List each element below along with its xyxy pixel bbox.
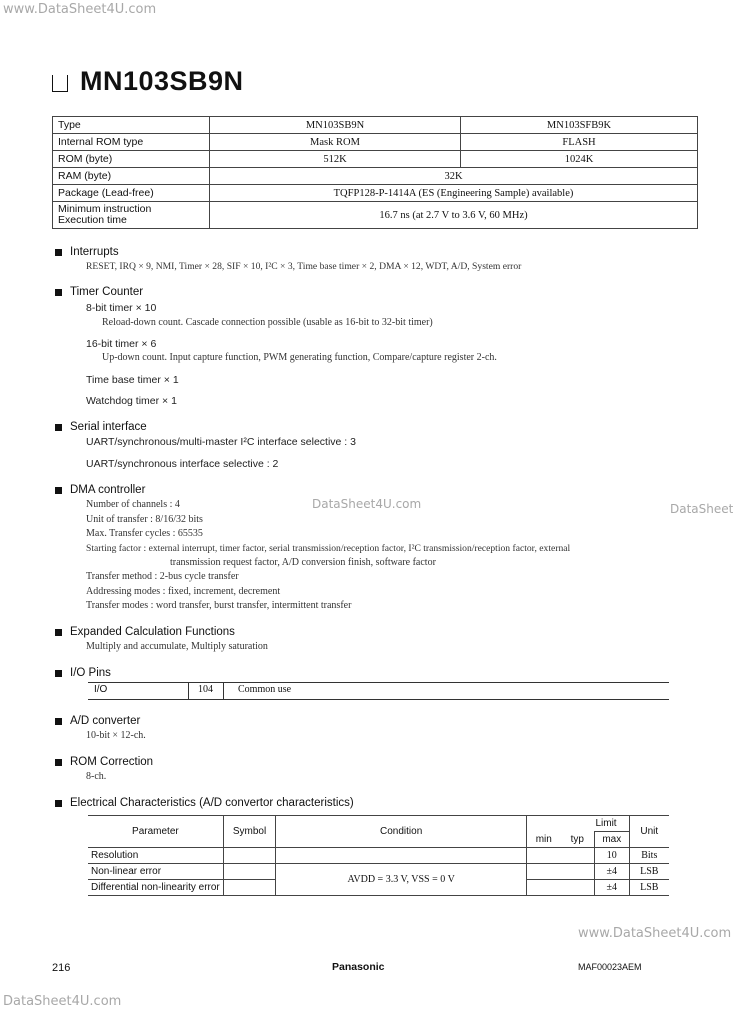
serial-heading-text: Serial interface [70,421,147,433]
serial-line2: UART/synchronous interface selective : 2 [86,458,279,470]
table-header-row [88,816,669,832]
table-row [53,185,698,202]
header-condition: Condition [276,816,527,848]
dma-channels: Number of channels : 4 [86,499,180,510]
row-parameter: Non-linear error [88,864,223,880]
calc-heading-text: Expanded Calculation Functions [70,626,235,638]
io-col3: Common use [238,684,292,695]
row-min [527,880,561,896]
watermark-right: DataSheet [670,502,733,516]
dma-start-factor-2 [86,557,436,568]
square-bullet-icon [55,249,62,256]
adc-heading [55,715,140,727]
rom-correction-heading [55,756,153,768]
io-heading-text: I/O Pins [70,667,111,679]
row-symbol [223,864,276,880]
package-value: TQFP128-P-1414A (ES (Engineering Sample) available) [210,185,698,202]
io-table [88,682,669,700]
timer-timebase: Time base timer × 1 [86,374,179,386]
dma-start-factor-2-text: transmission request factor, A/D conversion finish, software factor [170,557,436,568]
square-bullet-icon [55,759,62,766]
document-code: MAF00023AEM [578,962,642,972]
electrical-heading-text: Electrical Characteristics (A/D convertor characteristics) [70,797,354,809]
row-condition [276,848,527,864]
io-divider [188,683,189,699]
row-unit: LSB [629,880,669,896]
electrical-table [88,815,669,896]
table-row [53,202,698,229]
rom-correction-heading-text: ROM Correction [70,756,154,768]
row-max: ±4 [594,880,629,896]
header-min: min [527,832,561,848]
type-col1: MN103SB9N [210,117,461,134]
table-row [88,864,669,880]
watermark-bottom-right[interactable]: www.DataSheet4U.com [578,926,732,941]
dma-transfer-method: Transfer method : 2-bus cycle transfer [86,571,239,582]
row-min [527,848,561,864]
calc-heading [55,626,235,638]
header-parameter: Parameter [88,816,223,848]
header-symbol: Symbol [223,816,276,848]
row-max: ±4 [594,864,629,880]
timer-watchdog: Watchdog timer × 1 [86,395,177,407]
rom-correction-text: 8-ch. [86,771,107,782]
interrupts-text: RESET, IRQ × 9, NMI, Timer × 28, SIF × 10, I²C × 3, Time base timer × 2, DMA × 12, WDT, A/D, System error [86,261,522,272]
io-divider [223,683,224,699]
row-condition: AVDD = 3.3 V, VSS = 0 V [276,864,527,896]
row-symbol [223,848,276,864]
min-exec-label [53,202,210,229]
square-bullet-icon [55,800,62,807]
type-label: Type [53,117,210,134]
package-label: Package (Lead-free) [53,185,210,202]
min-exec-value: 16.7 ns (at 2.7 V to 3.6 V, 60 MHz) [210,202,698,229]
timer-16bit: 16-bit timer × 6 [86,338,157,350]
page-title-text: MN103SB9N [80,66,244,96]
dma-heading [55,484,145,496]
row-parameter: Resolution [88,848,223,864]
watermark-top[interactable]: www.DataSheet4U.com [3,2,157,17]
electrical-heading [55,797,354,809]
interrupts-heading [55,246,119,258]
timer-16bit-desc: Up-down count. Input capture function, PWM generating function, Compare/capture register 2-ch. [102,352,497,363]
adc-heading-text: A/D converter [70,715,141,727]
table-row [88,848,669,864]
row-min [527,864,561,880]
min-exec-label-line1: Minimum instruction [58,203,152,215]
rom-label: ROM (byte) [53,151,210,168]
ram-label: RAM (byte) [53,168,210,185]
spec-table [52,116,698,229]
rom-type-col2: FLASH [461,134,698,151]
dma-heading-text: DMA controller [70,484,146,496]
brand-logo: Panasonic [332,961,385,973]
table-row [53,134,698,151]
square-bullet-icon [55,424,62,431]
min-exec-label-line2: Execution time [58,214,127,226]
header-typ: typ [561,832,595,848]
row-typ [561,864,595,880]
header-limit: Limit [527,816,630,832]
dma-start-factor-1: Starting factor : external interrupt, timer factor, serial transmission/reception factor, I²C transmission/reception factor, external [86,543,571,554]
io-heading [55,667,111,679]
calc-text: Multiply and accumulate, Multiply saturation [86,641,268,652]
row-symbol [223,880,276,896]
title-checkbox-icon [52,75,68,92]
dma-unit: Unit of transfer : 8/16/32 bits [86,514,203,525]
row-max: 10 [594,848,629,864]
square-bullet-icon [55,629,62,636]
timer-8bit: 8-bit timer × 10 [86,302,157,314]
timer-heading [55,286,143,298]
table-row [53,168,698,185]
square-bullet-icon [55,670,62,677]
header-unit: Unit [629,816,669,848]
row-unit: LSB [629,864,669,880]
serial-line1: UART/synchronous/multi-master I²C interface selective : 3 [86,436,356,448]
dma-transfer-modes: Transfer modes : word transfer, burst transfer, intermittent transfer [86,600,352,611]
page-number: 216 [52,962,71,974]
watermark-bottom-left[interactable]: DataSheet4U.com [3,994,122,1009]
adc-text: 10-bit × 12-ch. [86,730,146,741]
watermark-middle: DataSheet4U.com [312,497,422,511]
table-row [53,151,698,168]
header-max: max [594,832,629,848]
square-bullet-icon [55,289,62,296]
table-row [53,117,698,134]
row-parameter: Differential non-linearity error [88,880,223,896]
row-typ [561,848,595,864]
rom-col2: 1024K [461,151,698,168]
row-typ [561,880,595,896]
square-bullet-icon [55,487,62,494]
timer-heading-text: Timer Counter [70,286,144,298]
type-col2: MN103SFB9K [461,117,698,134]
interrupts-heading-text: Interrupts [70,246,119,258]
dma-max-cycles: Max. Transfer cycles : 65535 [86,528,203,539]
io-col1: I/O [94,684,108,695]
rom-col1: 512K [210,151,461,168]
page-title [52,66,244,97]
rom-type-label: Internal ROM type [53,134,210,151]
ram-value: 32K [210,168,698,185]
timer-8bit-desc: Reload-down count. Cascade connection possible (usable as 16-bit to 32-bit timer) [102,317,433,328]
dma-addressing: Addressing modes : fixed, increment, decrement [86,586,281,597]
rom-type-col1: Mask ROM [210,134,461,151]
io-col2: 104 [198,684,213,695]
serial-heading [55,421,147,433]
row-unit: Bits [629,848,669,864]
square-bullet-icon [55,718,62,725]
